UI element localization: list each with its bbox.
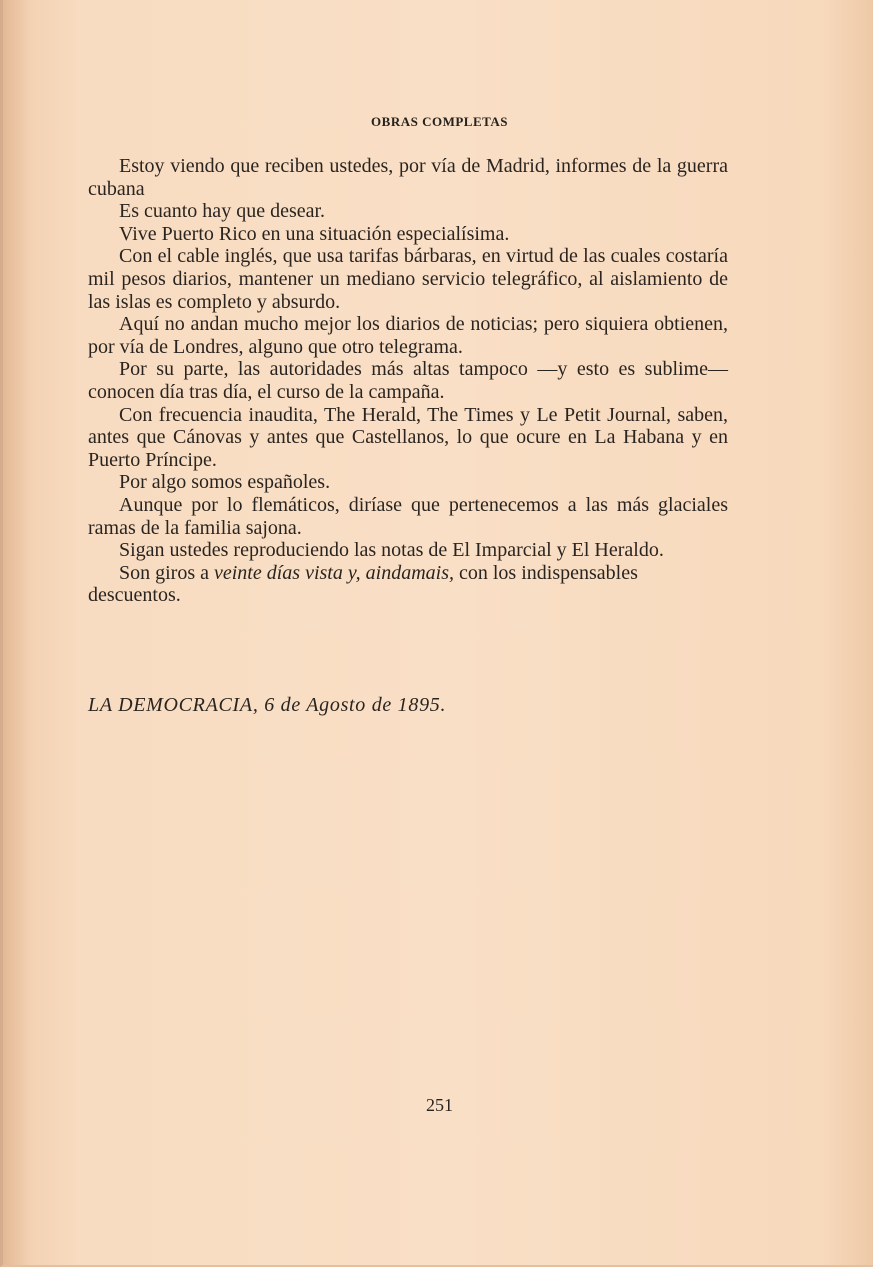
paragraph-8: Por algo somos españoles. xyxy=(119,471,331,494)
paragraph-6: Por su parte, las autoridades más altas tampoco —y esto es sublime— conocen día tras día, el curso de la campaña. xyxy=(88,358,728,403)
closing-text-start: Son giros a xyxy=(119,561,214,584)
running-header: OBRAS COMPLETAS xyxy=(371,114,508,129)
source-dateline: LA DEMOCRACIA, 6 de Agosto de 1895. xyxy=(88,694,447,716)
paragraph-4: Con el cable inglés, que usa tarifas bárbaras, en virtud de las cuales costaría mil pesos diarios, mantener un mediano servicio telegráfico, al aislamiento de las islas es completo y absurdo. xyxy=(88,245,728,313)
paragraph-5: Aquí no andan mucho mejor los diarios de noticias; pero siquiera obtienen, por vía de Londres, alguno que otro telegrama. xyxy=(88,313,728,358)
paragraph-1: Estoy viendo que reciben ustedes, por vía de Madrid, informes de la guerra cubana xyxy=(88,155,728,200)
closing-italic-phrase: veinte días vista y, aindamais, xyxy=(214,561,454,584)
closing-paragraph xyxy=(88,562,728,607)
paragraph-7: Con frecuencia inaudita, The Herald, The Times y Le Petit Journal, saben, antes que Cánovas y antes que Castellanos, lo que ocure en La Habana y en Puerto Príncipe. xyxy=(88,403,728,471)
paragraph-3: Vive Puerto Rico en una situación especialísima. xyxy=(119,222,510,245)
paragraph-2: Es cuanto hay que desear. xyxy=(119,200,326,223)
paragraph-9: Aunque por lo flemáticos, diríase que pertenecemos a las más glaciales ramas de la familia sajona. xyxy=(88,493,728,539)
paragraph-10: Sigan ustedes reproduciendo las notas de El Imparcial y El Heraldo. xyxy=(119,539,664,562)
article-body xyxy=(88,155,728,607)
closing-text-end: con los indispensables descuentos. xyxy=(88,561,638,607)
page-number: 251 xyxy=(426,1095,453,1115)
